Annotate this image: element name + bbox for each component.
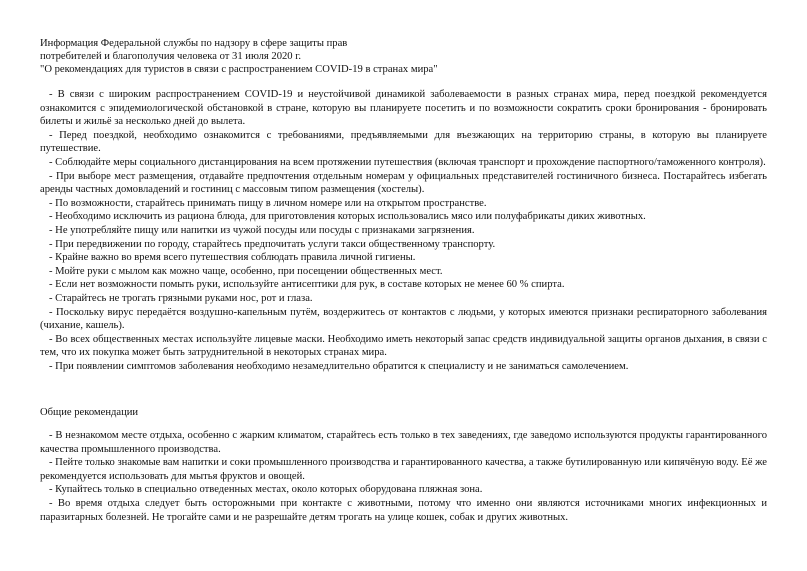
- header-line-2: потребителей и благополучия человека от 31 июля 2020 г.: [40, 51, 302, 62]
- header-line-3: "О рекомендациях для туристов в связи с распространением COVID-19 в странах мира": [40, 64, 438, 75]
- list-item: - Старайтесь не трогать грязными руками нос, рот и глаза.: [49, 292, 313, 304]
- list-item: - В связи с широким распространением COVID-19 и неустойчивой динамикой заболеваемости в разных странах мира, перед поездкой рекомендуется ознакомится с эпидемиологической обстановкой в стране, которую вы планируете посетить и по возможности сократить сроки бронирования - бронировать билеты и жильё за несколько дней до вылета.: [40, 89, 767, 128]
- list-item: - Не употребляйте пищу или напитки из чужой посуды или посуды с признаками загрязнения.: [49, 224, 475, 236]
- header-line-1: Информация Федеральной службы по надзору в сфере защиты прав: [40, 38, 348, 49]
- list-item: - Во время отдыха следует быть осторожными при контакте с животными, потому что именно они являются источниками многих инфекционных и паразитарных болезней. Не трогайте сами и не разрешайте детям трогать на улице кошек, собак и других животных.: [40, 497, 767, 523]
- list-item: - При передвижении по городу, старайтесь предпочитать услуги такси общественному транспорту.: [49, 238, 496, 250]
- list-item: - При появлении симптомов заболевания необходимо незамедлительно обратится к специалисту и не заниматься самолечением.: [49, 360, 629, 372]
- list-item: - Купайтесь только в специально отведенных местах, около которых оборудована пляжная зона.: [49, 484, 483, 496]
- general-recommendations-list: [40, 429, 767, 524]
- list-item: - Крайне важно во время всего путешествия соблюдать правила личной гигиены.: [49, 252, 416, 264]
- list-item: - По возможности, старайтесь принимать пищу в личном номере или на открытом пространстве.: [49, 197, 487, 209]
- list-item: - Поскольку вирус передаётся воздушно-капельным путём, воздержитесь от контактов с людьми, у которых имеются признаки респираторного заболевания (чихание, кашель).: [40, 306, 767, 332]
- recommendations-list: [40, 88, 767, 373]
- list-item: - Мойте руки с мылом как можно чаще, особенно, при посещении общественных мест.: [49, 265, 443, 277]
- list-item: - Если нет возможности помыть руки, используйте антисептики для рук, в составе которых не менее 60 % спирта.: [49, 279, 565, 291]
- list-item: - Необходимо исключить из рациона блюда, для приготовления которых использовались мясо или полуфабрикаты диких животных.: [49, 211, 646, 223]
- list-item: - Перед поездкой, необходимо ознакомится с требованиями, предъявляемыми для въезжающих на территорию страны, в которую вы планируете путешествие.: [40, 129, 767, 155]
- list-item: - В незнакомом месте отдыха, особенно с жарким климатом, старайтесь есть только в тех заведениях, где заведомо используются продукты гарантированного качества промышленного производства.: [40, 430, 767, 455]
- document-header: [40, 37, 760, 76]
- list-item: - Пейте только знакомые вам напитки и соки промышленного производства и гарантированного качества, а также бутилированную или кипячёную воду. Её же рекомендуется использовать для мытья фруктов и овощей.: [40, 457, 767, 482]
- list-item: - Во всех общественных местах используйте лицевые маски. Необходимо иметь некоторый запас средств индивидуальной защиты органов дыхания, в связи с тем, что их покупка может быть затруднительной в некоторых странах мира.: [40, 333, 767, 359]
- section-heading-general: Общие рекомендации: [40, 407, 139, 418]
- list-item: - Соблюдайте меры социального дистанцирования на всем протяжении путешествия (включая транспорт и прохождение паспортного/таможенного контроля).: [49, 156, 766, 168]
- list-item: - При выборе мест размещения, отдавайте предпочтения отдельным номерам у официальных представителей гостиничного бизнеса. Постарайтесь избегать аренды частных домовладений и гостиниц с массовым типом размещения (хостелы).: [40, 170, 767, 196]
